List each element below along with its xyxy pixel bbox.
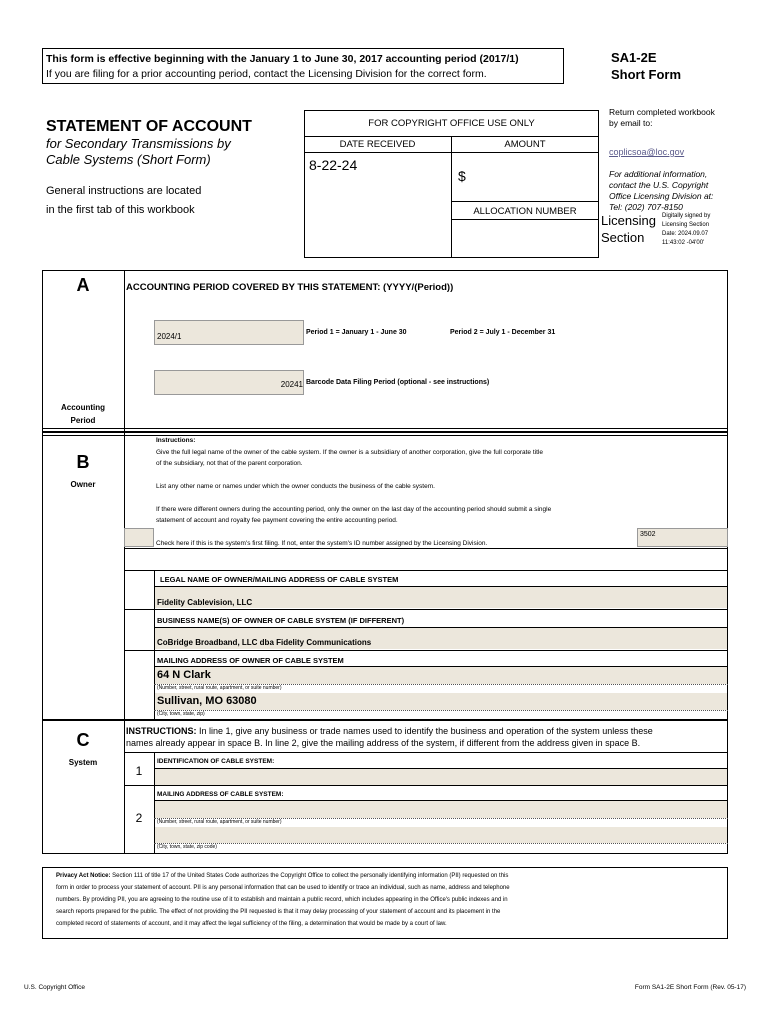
privacy-line-3: numbers. By providing PII, you are agreeing to the routine use of it to establish and maintain a public record, which includes appearing in the Office's public indexes and in: [56, 897, 508, 903]
system-instructions-bold: INSTRUCTIONS:: [126, 726, 197, 736]
privacy-line-2: form in order to process your statement of account. PII is any personal information that can be used to identify or trace an individual, such as name, address and telephone: [56, 885, 510, 891]
legal-name-value: Fidelity Cablevision, LLC: [157, 598, 253, 607]
contact-info-2: contact the U.S. Copyright: [609, 180, 709, 190]
first-filing-checkbox[interactable]: [124, 528, 154, 547]
barcode-period-note: Barcode Data Filing Period (optional - see instructions): [306, 379, 490, 386]
system-instructions-2: names already appear in space B. In line 2, give the mailing address of the system, if different from the address given in space B.: [126, 738, 641, 748]
owner-instructions-1: Give the full legal name of the owner of the cable system. If the owner is a subsidiary of another corporation, give the full corporate title: [156, 449, 543, 456]
system-city-hint: (City, town, state, zip code): [157, 844, 217, 850]
amount-label: AMOUNT: [504, 139, 546, 150]
privacy-line-5: completed record of statements of account, and it may affect the legal sufficiency of the filing, a determination that would be made by a court of law.: [56, 921, 447, 927]
date-received-value[interactable]: 8-22-24: [309, 157, 358, 173]
amount-value[interactable]: $: [458, 168, 466, 184]
system-line-1-number: 1: [135, 764, 143, 778]
owner-instructions-4: If there were different owners during the accounting period, only the owner on the last day of the accounting period should submit a single: [156, 506, 552, 513]
system-identification-input[interactable]: [155, 769, 727, 785]
street-input[interactable]: [155, 667, 727, 684]
signature-note-2: Licensing Section: [662, 222, 710, 228]
legal-name-label: LEGAL NAME OF OWNER/MAILING ADDRESS OF CABLE SYSTEM: [160, 575, 399, 584]
business-name-value: CoBridge Broadband, LLC dba Fidelity Communications: [157, 638, 372, 647]
owner-instructions-title: Instructions:: [156, 437, 196, 444]
footer-office: U.S. Copyright Office: [24, 984, 85, 991]
footer-form-id: Form SA1-2E Short Form (Rev. 05-17): [634, 984, 746, 991]
barcode-period-value: 20241: [280, 380, 303, 389]
accounting-period-value: 2024/1: [157, 332, 182, 341]
system-instructions-text: In line 1, give any business or trade names used to identify the business and operation of the system unless these: [196, 726, 653, 736]
form-name: Short Form: [611, 67, 682, 82]
office-use-header: FOR COPYRIGHT OFFICE USE ONLY: [368, 118, 535, 129]
section-c-label: System: [68, 758, 98, 767]
section-a-letter: A: [76, 275, 90, 295]
general-instructions-2: in the first tab of this workbook: [46, 204, 195, 216]
period-1-note: Period 1 = January 1 - June 30: [306, 329, 407, 336]
contact-phone: Tel: (202) 707-8150: [609, 202, 683, 212]
return-email-link[interactable]: coplicsoa@loc.gov: [609, 147, 685, 157]
privacy-line-4: search reports prepared for the public. The effect of not providing the PII requested is that it may delay processing of your statement of account and its placement in the: [56, 909, 501, 915]
section-a: [42, 270, 728, 432]
signature-name-1: Licensing: [601, 213, 656, 228]
accounting-period-heading: ACCOUNTING PERIOD COVERED BY THIS STATEMENT: (YYYY/(Period)): [126, 282, 454, 293]
business-name-label: BUSINESS NAME(S) OF OWNER OF CABLE SYSTEM (IF DIFFERENT): [157, 616, 405, 625]
date-received-label: DATE RECEIVED: [339, 139, 416, 150]
contact-info-1: For additional information,: [609, 169, 708, 179]
owner-instructions-3: List any other name or names under which the owner conducts the business of the cable system.: [156, 483, 435, 490]
banner-line-1: This form is effective beginning with the January 1 to June 30, 2017 accounting period (2017/1): [46, 53, 519, 65]
page-title: STATEMENT OF ACCOUNT: [46, 118, 252, 135]
owner-instructions-5: statement of account and royalty fee payment covering the entire accounting period.: [156, 517, 398, 524]
return-instructions-2: by email to:: [609, 118, 653, 128]
signature-note-4: 11:43:02 -04'00': [662, 240, 705, 246]
street-value: 64 N Clark: [157, 669, 211, 681]
street-hint: (Number, street, rural route, apartment, or suite number): [157, 685, 282, 691]
mailing-address-label: MAILING ADDRESS OF OWNER OF CABLE SYSTEM: [157, 656, 344, 665]
return-instructions-1: Return completed workbook: [609, 107, 715, 117]
allocation-number-label: ALLOCATION NUMBER: [473, 206, 577, 217]
page-subtitle-1: for Secondary Transmissions by: [46, 136, 231, 151]
section-a-label-1: Accounting: [61, 403, 105, 412]
system-street-input[interactable]: [155, 801, 727, 818]
privacy-text-1: Section 111 of title 17 of the United States Code authorizes the Copyright Office to collect the personally identifying information (PII) requested on this: [110, 873, 509, 879]
system-line-2-number: 2: [135, 811, 143, 825]
section-a-label-2: Period: [70, 416, 96, 425]
signature-note-1: Digitally signed by: [662, 213, 711, 219]
signature-name-2: Section: [601, 230, 645, 245]
privacy-bold: Privacy Act Notice:: [56, 873, 111, 879]
period-2-note: Period 2 = July 1 - December 31: [450, 329, 556, 336]
system-id-value: 3502: [640, 531, 656, 538]
signature-note-3: Date: 2024.09.07: [662, 231, 709, 237]
form-code: SA1-2E: [611, 50, 657, 65]
system-instructions-1: [126, 726, 653, 736]
system-mailing-label: MAILING ADDRESS OF CABLE SYSTEM:: [157, 791, 284, 798]
section-b-label: Owner: [70, 480, 96, 489]
section-b-letter: B: [76, 452, 90, 472]
city-value: Sullivan, MO 63080: [157, 695, 257, 707]
banner-line-2: If you are filing for a prior accounting period, contact the Licensing Division for the correct form.: [46, 68, 487, 80]
privacy-line-1: [56, 873, 508, 879]
section-c-letter: C: [76, 730, 90, 750]
general-instructions-1: General instructions are located: [46, 185, 202, 197]
system-street-hint: (Number, street, rural route, apartment, or suite number): [157, 819, 282, 825]
first-filing-text: Check here if this is the system's first filing. If not, enter the system's ID number assigned by the Licensing Division.: [156, 540, 488, 547]
page-subtitle-2: Cable Systems (Short Form): [46, 152, 211, 167]
owner-instructions-2: of the subsidiary, not that of the parent corporation.: [156, 460, 303, 467]
city-hint: (City, town, state, zip): [157, 711, 205, 717]
system-id-label: IDENTIFICATION OF CABLE SYSTEM:: [157, 758, 275, 765]
system-city-input[interactable]: [155, 827, 727, 843]
contact-info-3: Office Licensing Division at:: [609, 191, 714, 201]
